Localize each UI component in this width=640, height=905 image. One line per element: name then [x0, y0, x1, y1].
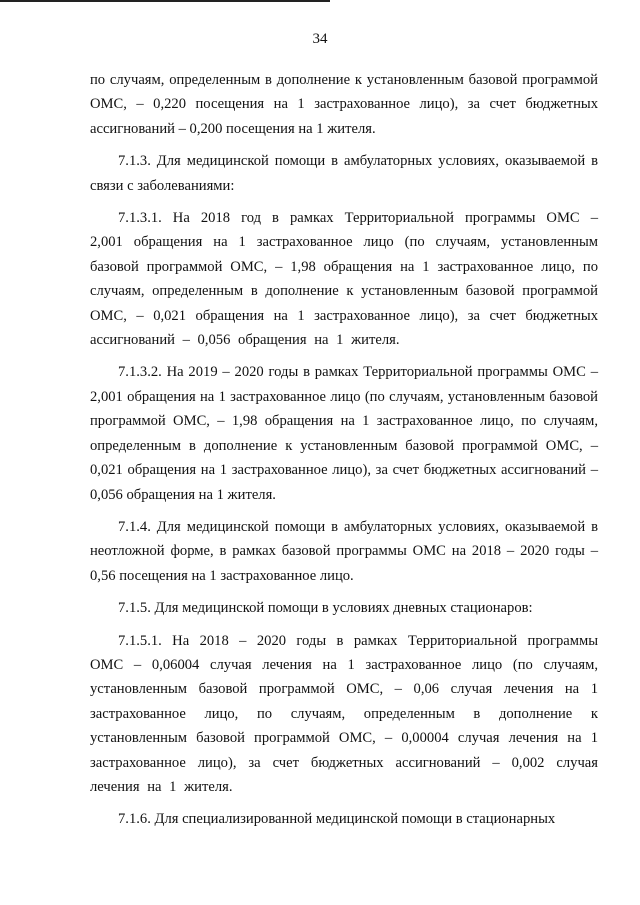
paragraph-7-1-4: 7.1.4. Для медицинской помощи в амбулаторных условиях, оказываемой в неотложной форме, в рамках базовой программы ОМС на 2018 – 2020 годы – 0,56 посещения на 1 застрахованное лицо.	[90, 518, 598, 584]
paragraph-7-1-3-2: 7.1.3.2. На 2019 – 2020 годы в рамках Территориальной программы ОМС – 2,001 обращения на 1 застрахованное лицо (по случаям, установленным базовой программой ОМС, – 1,98 обращения на 1 застрахованное лицо, по случаям, определенным в дополнение к установленным базовой программой ОМС, – 0,021 обращения на 1 застрахованное лицо), за счет бюджетных ассигнований – 0,056 обращения на 1 жителя.	[90, 364, 598, 503]
paragraph-7-1-6: 7.1.6. Для специализированной медицинской помощи в стационарных	[118, 811, 556, 828]
paragraph-7-1-5: 7.1.5. Для медицинской помощи в условиях дневных стационаров:	[118, 600, 533, 617]
paragraph-7-1-3: 7.1.3. Для медицинской помощи в амбулаторных условиях, оказываемой в связи с заболеваниями:	[90, 153, 598, 194]
paragraph-7-1-5-1: 7.1.5.1. На 2018 – 2020 годы в рамках Территориальной программы ОМС – 0,06004 случая лечения на 1 застрахованное лицо (по случаям, установленным базовой программой ОМС, – 0,06 случая лечения на 1 застрахованное лицо, по случаям, определенным в дополнение к установленным базовой программой ОМС, – 0,00004 случая лечения на 1 застрахованное лицо), за счет бюджетных ассигнований – 0,002 случая лечения на 1 жителя.	[90, 632, 598, 795]
page-number: 34	[312, 31, 328, 47]
top-rule	[0, 0, 330, 2]
paragraph-7-1-3-1: 7.1.3.1. На 2018 год в рамках Территориальной программы ОМС – 2,001 обращения на 1 застрахованное лицо (по случаям, установленным базовой программой ОМС, – 1,98 обращения на 1 застрахованное лицо, по случаям, определенным в дополнение к установленным базовой программой ОМС, – 0,021 обращения на 1 застрахованное лицо), за счет бюджетных ассигнований – 0,056 обращения на 1 жителя.	[90, 210, 598, 349]
document-body	[90, 68, 598, 840]
paragraph-continuation: по случаям, определенным в дополнение к установленным базовой программой ОМС, – 0,220 посещения на 1 застрахованное лицо), за счет бюджетных ассигнований – 0,200 посещения на 1 жителя.	[90, 72, 598, 137]
